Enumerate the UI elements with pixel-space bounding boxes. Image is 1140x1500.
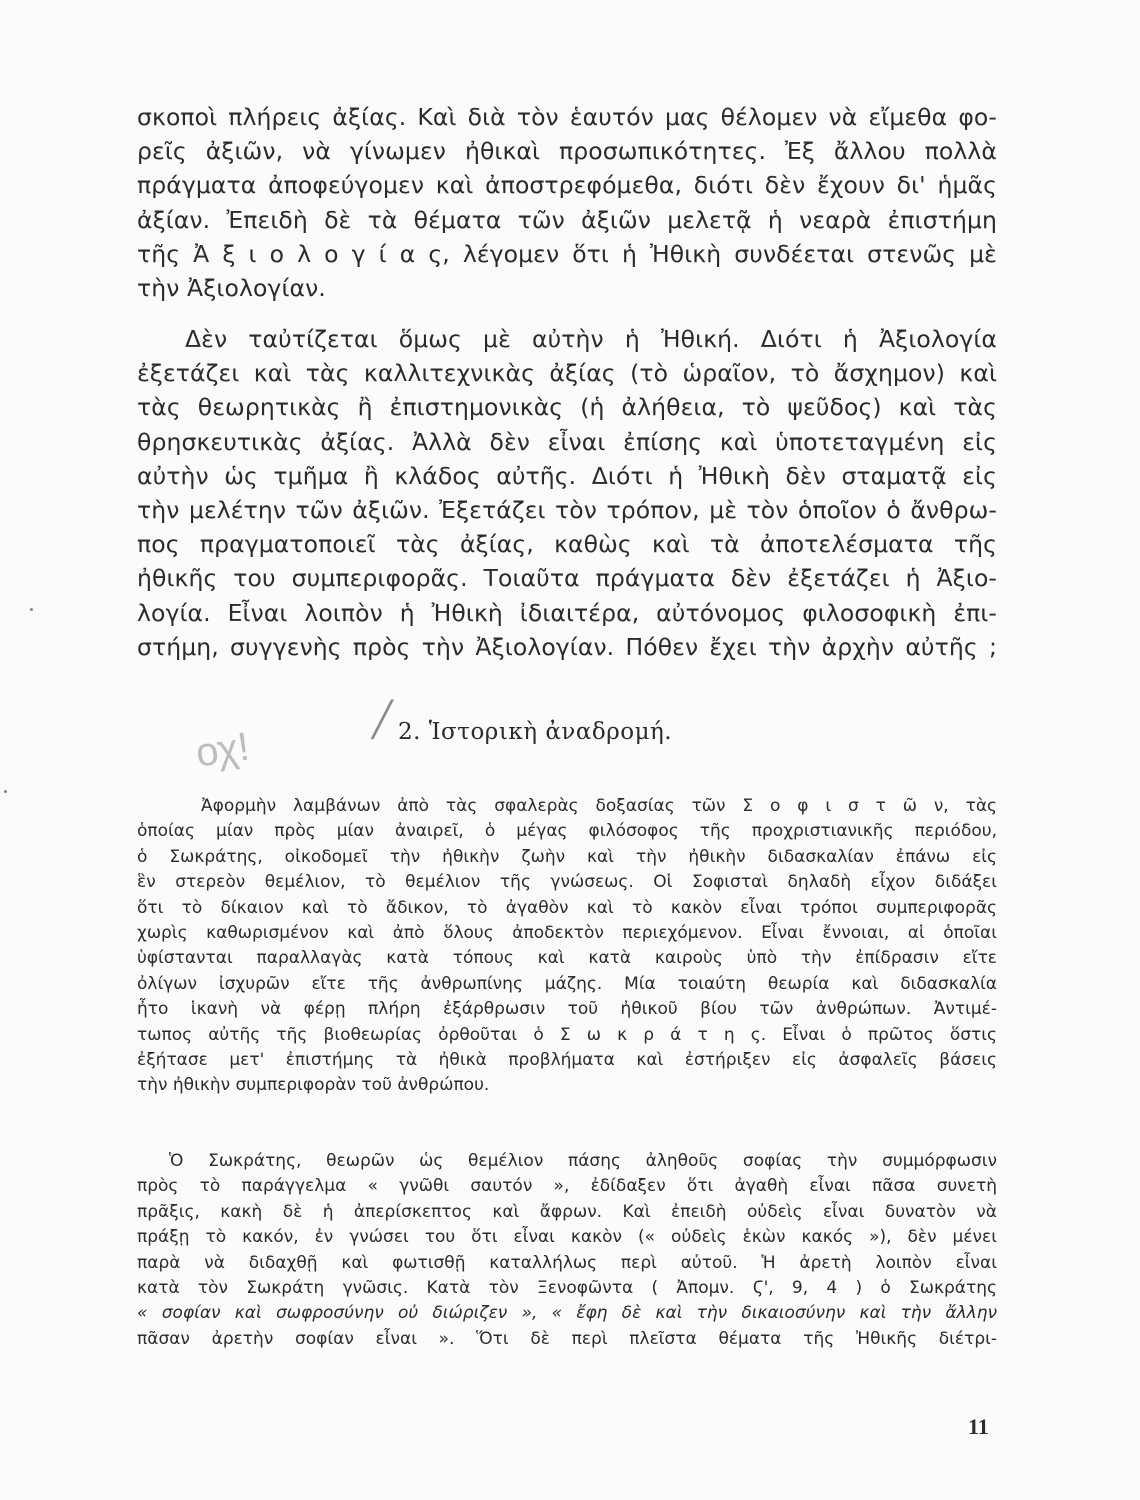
margin-annotation: οχ! [193,724,253,776]
text-line: Δὲν ταὐτίζεται ὅμως μὲ αὐτὴν ἡ Ἠθική. Διότι ἡ Ἀξιολογία [185,325,997,353]
text-line: ὀλίγων ἰσχυρῶν εἴτε τῆς ἀνθρωπίνης μάζης. Μία τοιαύτη θεωρία καὶ διδασκαλία [137,973,997,994]
text-line: αὐτὴν ὡς τμῆμα ἢ κλάδος αὐτῆς. Διότι ἡ Ἠθικὴ δὲν σταματᾷ εἰς [137,461,997,490]
text-line: ἐξετάζει καὶ τὰς καλλιτεχνικὰς ἀξίας (τὸ ὡραῖον, τὸ ἄσχημον) καὶ [137,359,997,388]
text-line: τωπος αὐτῆς τῆς βιοθεωρίας ὀρθοῦται ὁ Σ ω κ ρ ά τ η ς. Εἶναι ὁ πρῶτος ὅστις [137,1024,997,1045]
text-line: ἓν στερεὸν θεμέλιον, τὸ θεμέλιον τῆς γνώσεως. Οἱ Σοφισταὶ δηλαδὴ εἶχον διδάξει [137,872,997,893]
text-line: ἦτο ἱκανὴ νὰ φέρῃ πλήρη ἐξάρθρωσιν τοῦ ἠθικοῦ βίου τῶν ἀνθρώπων. Ἀντιμέ- [137,999,997,1020]
text-line: λογία. Εἶναι λοιπὸν ἡ Ἠθικὴ ἰδιαιτέρα, αὐτόνομος φιλοσοφικὴ ἐπι- [137,598,997,627]
paragraph-axiology-intro [137,100,997,305]
text-line: θρησκευτικὰς ἀξίας. Ἀλλὰ δὲν εἶναι ἐπίσης καὶ ὑποτεταγμένη εἰς [137,427,997,456]
text-line: Ὁ Σωκράτης, θεωρῶν ὡς θεμέλιον πάσης ἀληθοῦς σοφίας τὴν συμμόρφωσιν [169,1151,997,1171]
text-line: ἐξήτασε μετ' ἐπιστήμης τὰ ἠθικὰ προβλήματα καὶ ἐστήριξεν εἰς ἀσφαλεῖς βάσεις [137,1050,997,1071]
text-line: πρὸς τὸ παράγγελμα « γνῶθι σαυτόν », ἐδίδαξεν ὅτι ἀγαθὴ εἶναι πᾶσα συνετὴ [137,1176,997,1197]
text-line: ἠθικῆς του συμπεριφορᾶς. Τοιαῦτα πράγματα δὲν ἐξετάζει ἡ Ἀξιο- [137,564,997,593]
text-line: κατὰ τὸν Σωκράτη γνῶσις. Κατὰ τὸν Ξενοφῶντα ( Ἀπομν. Ϛ', 9, 4 ) ὁ Σωκράτης [137,1278,997,1299]
paragraph-socrates-sophists [137,794,997,1099]
paragraph-socrates-knowledge [137,1149,997,1352]
section-heading: 2. Ἱστορικὴ ἀναδρομή. [398,719,673,745]
text-line: τὰς θεωρητικὰς ἢ ἐπιστημονικὰς (ἡ ἀλήθεια, τὸ ψεῦδος) καὶ τὰς [137,393,997,422]
speck [30,608,33,611]
text-line: Ἀφορμὴν λαμβάνων ἀπὸ τὰς σφαλερὰς δοξασίας τῶν Σ ο φ ι σ τ ῶ ν, τὰς [201,796,997,816]
text-line: τὴν μελέτην τῶν ἀξιῶν. Ἐξετάζει τὸν τρόπον, μὲ τὸν ὁποῖον ὁ ἄνθρω- [137,496,997,525]
text-line: ὁποίας μίαν πρὸς μίαν ἀναιρεῖ, ὁ μέγας φιλόσοφος τῆς προχριστιανικῆς περιόδου, [137,821,997,842]
text-line: πος πραγματοποιεῖ τὰς ἀξίας, καθὼς καὶ τὰ ἀποτελέσματα τῆς [137,530,997,559]
text-line: ὁ Σωκράτης, οἰκοδομεῖ τὴν ἠθικὴν ζωὴν καὶ τὴν ἠθικὴν διδασκαλίαν ἐπάνω εἰς [137,846,997,867]
text-line: ρεῖς ἀξιῶν, νὰ γίνωμεν ἠθικαὶ προσωπικότητες. Ἐξ ἄλλου πολλὰ [137,137,997,166]
text-line: χωρὶς καθωρισμένον καὶ ἀπὸ ὅλους ἀποδεκτὸν περιεχόμενον. Εἶναι ἔννοιαι, αἱ ὁποῖαι [137,923,997,944]
text-line: ἀξίαν. Ἐπειδὴ δὲ τὰ θέματα τῶν ἀξιῶν μελετᾷ ἡ νεαρὰ ἐπιστήμη [137,205,997,234]
text-line: « σοφίαν καὶ σωφροσύνην οὐ διώριζεν », « ἔφη δὲ καὶ τὴν δικαιοσύνην καὶ τὴν ἄλλην [137,1303,997,1324]
text-line: παρὰ νὰ διδαχθῇ καὶ φωτισθῇ καταλλήλως περὶ αὐτοῦ. Ἡ ἀρετὴ λοιπὸν εἶναι [137,1252,997,1273]
text-line: πᾶσαν ἀρετὴν σοφίαν εἶναι ». Ὅτι δὲ περὶ πλεῖστα θέματα τῆς Ἠθικῆς διέτρι- [137,1328,997,1349]
text-line: πράξῃ τὸ κακόν, ἐν γνώσει του ὅτι εἶναι κακὸν (« οὐδεὶς ἑκὼν κακός »), δὲν μένει [137,1227,997,1248]
text-line: τὴν ἠθικὴν συμπεριφορὰν τοῦ ἀνθρώπου. [137,1075,490,1096]
text-line: ὅτι τὸ δίκαιον καὶ τὸ ἄδικον, τὸ ἀγαθὸν καὶ τὸ κακὸν εἶναι τρόποι συμπεριφορᾶς [137,897,997,918]
pencil-mark-icon: ╱ [372,701,393,739]
text-line: πράγματα ἀποφεύγομεν καὶ ἀποστρεφόμεθα, διότι δὲν ἔχουν δι' ἡμᾶς [137,171,997,200]
text-line: σκοποὶ πλήρεις ἀξίας. Καὶ διὰ τὸν ἑαυτόν μας θέλομεν νὰ εἴμεθα φο- [137,103,997,131]
text-line: τὴν Ἀξιολογίαν. [137,274,326,303]
text-line: πρᾶξις, κακὴ δὲ ἡ ἀπερίσκεπτος καὶ ἄφρων. Καὶ ἐπειδὴ οὐδεὶς εἶναι δυνατὸν νὰ [137,1201,997,1222]
text-line: ὑφίστανται παραλλαγὰς κατὰ τόπους καὶ κατὰ καιροὺς ὑπὸ τὴν ἐπίδρασιν εἴτε [137,948,997,969]
paragraph-ethics-autonomy [137,322,997,664]
page-number: 11 [968,1414,989,1439]
speck [4,790,7,793]
text-line: στήμη, συγγενὴς πρὸς τὴν Ἀξιολογίαν. Πόθεν ἔχει τὴν ἀρχὴν αὐτῆς ; [137,632,997,661]
text-line: τῆς Ἀ ξ ι ο λ ο γ ί α ς, λέγομεν ὅτι ἡ Ἠθικὴ συνδέεται στενῶς μὲ [137,239,997,268]
